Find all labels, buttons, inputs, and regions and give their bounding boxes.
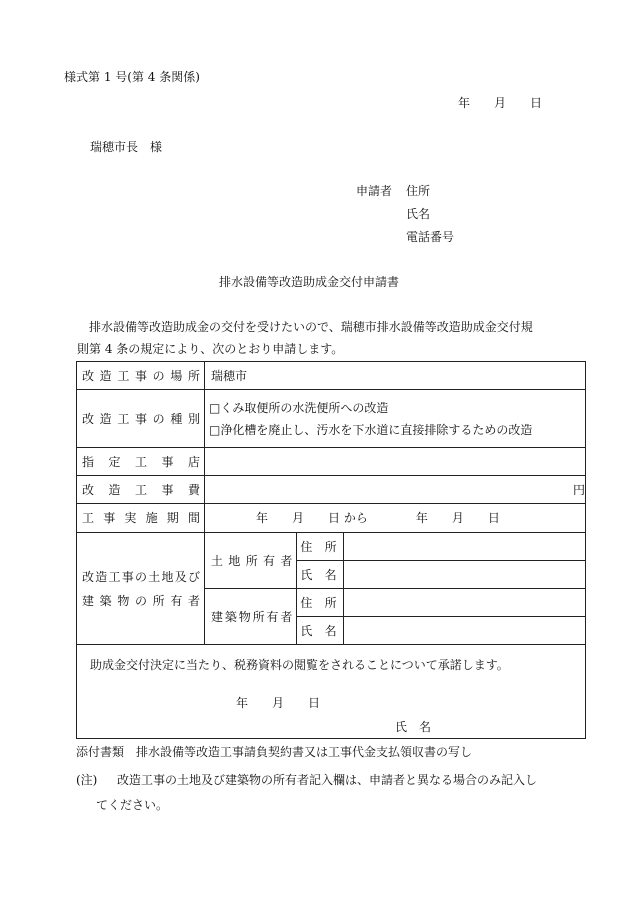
cost-label: 改造工事費 (77, 476, 205, 504)
cost-unit: 円 (573, 482, 586, 497)
document-title: 排水設備等改造助成金交付申請書 (219, 275, 400, 289)
type-label: 改造工事の種別 (77, 390, 205, 448)
applicant-label: 申請者 (356, 184, 393, 198)
land-owner-name-value[interactable] (343, 561, 585, 589)
intro-line-1: 排水設備等改造助成金の交付を受けたいので、瑞穂市排水設備等改造助成金交付規 (89, 320, 533, 334)
intro-line-2: 則第 4 条の規定により、次のとおり申請します。 (77, 342, 344, 356)
land-owner-address-label: 住所 (297, 533, 343, 561)
note-line-1: 改造工事の土地及び建築物の所有者記入欄は、申請者と異なる場合のみ記入し (117, 773, 538, 787)
applicant-phone-label: 電話番号 (406, 230, 455, 244)
period-label: 工事実施期間 (77, 504, 205, 533)
attachments-note: 添付書類 排水設備等改造工事請負契約書又は工事代金支払領収書の写し (76, 745, 473, 759)
location-label: 改造工事の場所 (77, 362, 205, 390)
type-option-1[interactable]: □くみ取便所の水洗便所への改造 (209, 400, 389, 415)
building-owner-name-label: 氏名 (297, 617, 343, 645)
owners-label-line-2: 建築物の所有者 (82, 593, 200, 608)
type-option-2[interactable]: □浄化槽を廃止し、汚水を下水道に直接排除するための改造 (209, 422, 533, 437)
building-owner-name-value[interactable] (343, 617, 585, 645)
contractor-label: 指定工事店 (77, 448, 205, 476)
note-marker: (注) (76, 773, 98, 787)
consent-text: 助成金交付決定に当たり、税務資料の閲覧をされることについて承諾します。 (90, 658, 509, 672)
land-owner-name-label: 氏名 (297, 561, 343, 589)
addressee: 瑞穂市長 様 (90, 140, 163, 154)
land-owner-label: 土地所有者 (205, 533, 297, 589)
contractor-value[interactable] (205, 448, 586, 476)
owners-label (77, 533, 205, 645)
application-table (76, 361, 586, 739)
consent-section (77, 645, 586, 739)
period-value[interactable]: 年 月 日 から 年 月 日 (205, 504, 586, 533)
submission-date: 年 月 日 (458, 96, 543, 110)
owners-label-line-1: 改造工事の土地及び (82, 569, 200, 584)
building-owner-label: 建築物所有者 (205, 589, 297, 645)
location-value[interactable]: 瑞穂市 (205, 362, 586, 390)
land-owner-address-value[interactable] (343, 533, 585, 561)
type-options (205, 390, 586, 448)
consent-name-label: 氏 名 (395, 720, 432, 734)
consent-date[interactable]: 年 月 日 (236, 696, 321, 710)
note-line-2: てください。 (96, 798, 169, 812)
applicant-name-label: 氏名 (406, 207, 431, 221)
cost-value[interactable] (205, 476, 586, 504)
applicant-address-label: 住所 (406, 184, 431, 198)
building-owner-address-label: 住所 (297, 589, 343, 617)
form-number: 様式第 1 号(第 4 条関係) (64, 70, 200, 84)
building-owner-address-value[interactable] (343, 589, 585, 617)
